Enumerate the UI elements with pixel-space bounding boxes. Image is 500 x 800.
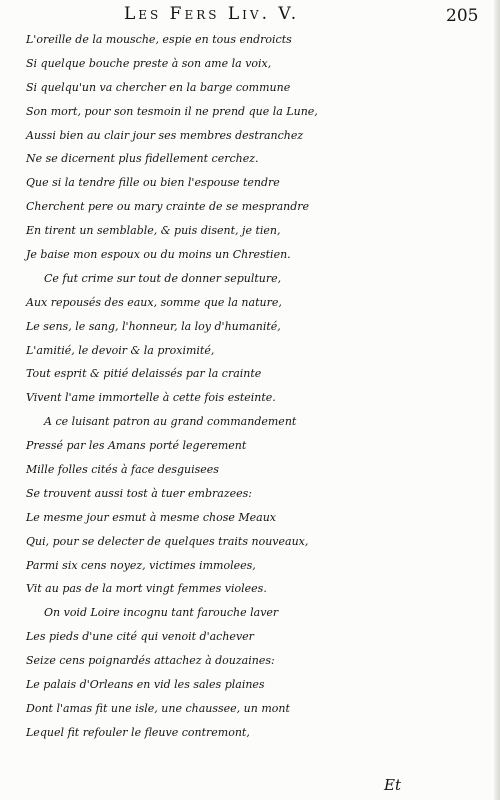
verse-line: Ce fut crime sur tout de donner sepulture,	[44, 271, 282, 285]
page-edge-shadow	[494, 0, 500, 800]
verse-line: Ne se dicernent plus fidellement cerchez.	[26, 152, 259, 166]
verse-line: Vit au pas de la mort vingt femmes violees.	[26, 582, 267, 596]
verse-line: Lequel fit refouler le fleuve contremont,	[26, 725, 250, 739]
verse-line: Qui, pour se delecter de quelques traits nouveaux,	[26, 534, 309, 548]
verse-line: En tirent un semblable, & puis disent, je tien,	[26, 224, 281, 238]
verse-line: Les pieds d'une cité qui venoit d'achever	[26, 630, 254, 644]
verse-block	[0, 28, 500, 745]
verse-line: Cherchent pere ou mary crainte de se mesprandre	[26, 200, 310, 214]
verse-line: Aux repousés des eaux, somme que la nature,	[26, 295, 282, 309]
verse-line: A ce luisant patron au grand commandement	[44, 415, 297, 429]
verse-line: Se trouvent aussi tost à tuer embrazees:	[26, 486, 252, 500]
verse-line: Le sens, le sang, l'honneur, la loy d'humanité,	[26, 319, 281, 333]
verse-line: Mille folles cités à face desguisees	[26, 463, 219, 477]
verse-line: Tout esprit & pitié delaissés par la crainte	[26, 367, 262, 381]
verse-line: Si quelque bouche preste à son ame la voix,	[26, 56, 272, 70]
verse-line: L'amitié, le devoir & la proximité,	[26, 343, 215, 357]
verse-line: Seize cens poignardés attachez à douzaines:	[26, 654, 275, 668]
page-header	[0, 4, 500, 26]
verse-line: Le mesme jour esmut à mesme chose Meaux	[26, 510, 277, 524]
verse-line: L'oreille de la mousche, espie en tous endroicts	[26, 33, 292, 46]
verse-line: On void Loire incognu tant farouche laver	[44, 606, 279, 620]
verse-line: Que si la tendre fille ou bien l'espouse tendre	[26, 176, 280, 190]
verse-line: Le palais d'Orleans en vid les sales plaines	[26, 678, 265, 692]
verse-line: Vivent l'ame immortelle à cette fois esteinte.	[26, 391, 276, 405]
verse-line: Dont l'amas fit une isle, une chaussee, un mont	[26, 701, 290, 715]
verse-line: Aussi bien au clair jour ses membres destranchez	[26, 128, 304, 142]
verse-line: Si quelqu'un va chercher en la barge commune	[26, 80, 291, 94]
verse-line: Son mort, pour son tesmoin il ne prend que la Lune,	[26, 104, 318, 118]
verse-line: Parmi six cens noyez, victimes immolees,	[26, 558, 256, 572]
running-title: Les Fers Liv. V.	[124, 4, 300, 24]
verse-line: Je baise mon espoux ou du moins un Chrestien.	[26, 248, 291, 262]
page-number: 205	[446, 6, 479, 26]
catchword: Et	[384, 776, 401, 794]
verse-line: Pressé par les Amans porté legerement	[26, 439, 247, 453]
